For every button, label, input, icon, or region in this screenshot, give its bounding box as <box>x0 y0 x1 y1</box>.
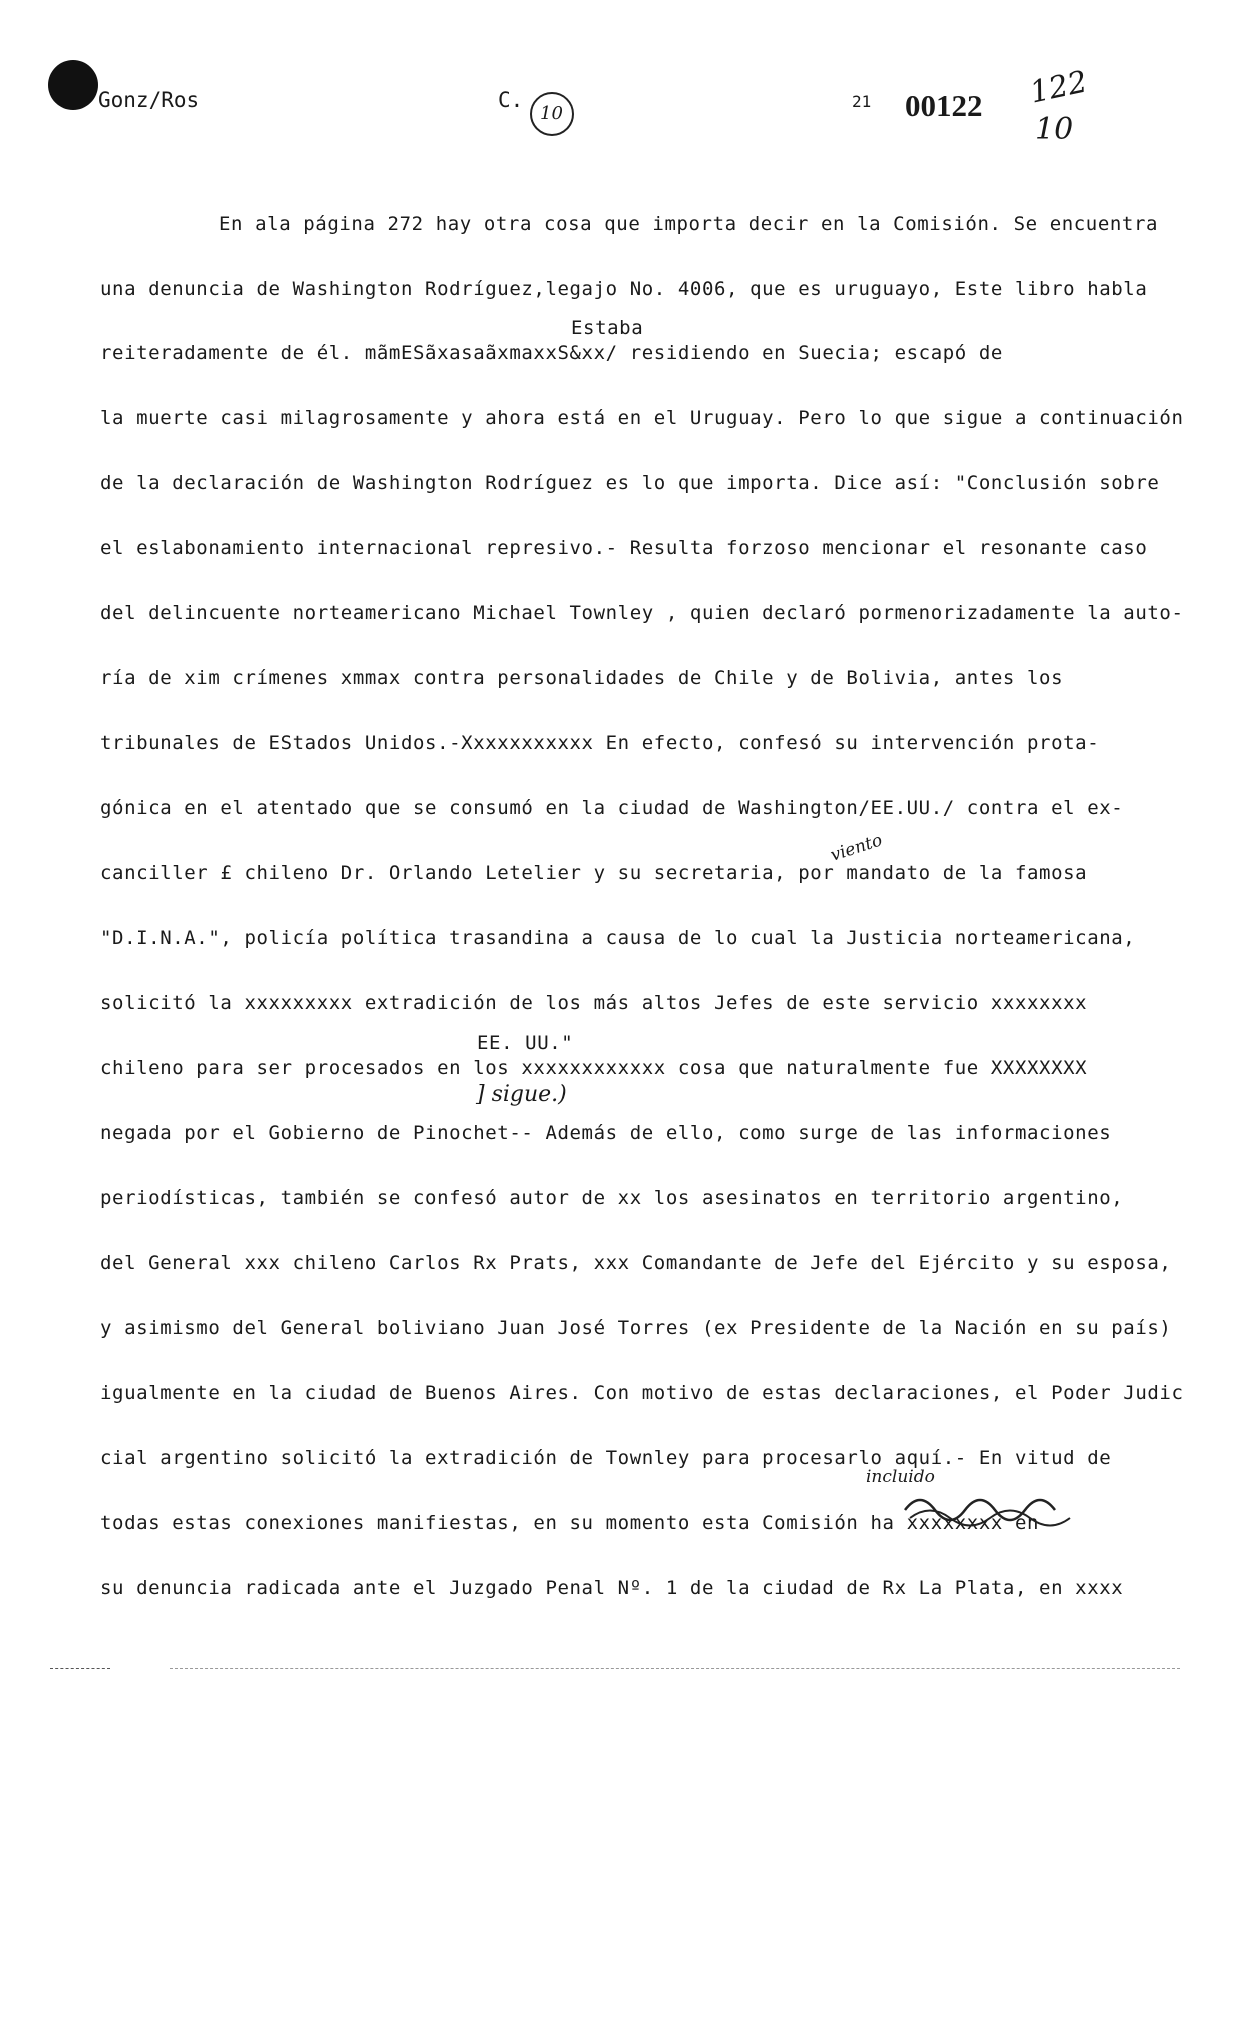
handwritten-folio-2: 10 <box>1035 112 1074 147</box>
text-line-5: de la declaración de Washington Rodríguez es lo que importa. Dice así: "Conclusión sobre <box>100 472 1160 494</box>
text-line-7: del delincuente norteamericano Michael Townley , quien declaró pormenorizadamente la auto- <box>100 602 1184 624</box>
text-line-16: periodísticas, también se confesó autor de xx los asesinatos en territorio argentino, <box>100 1187 1124 1209</box>
folio-number: 00122 <box>905 88 983 123</box>
text-line-6: el eslabonamiento internacional represivo.- Resulta forzoso mencionar el resonante caso <box>100 537 1148 559</box>
sheet-number: 21 <box>852 92 872 111</box>
text-line-2: una denuncia de Washington Rodríguez,legajo No. 4006, que es uruguayo, Este libro habla <box>100 278 1148 300</box>
text-line-15: negada por el Gobierno de Pinochet-- Además de ello, como surge de las informaciones <box>100 1122 1112 1144</box>
handwritten-sigue: ] sigue.) <box>476 1082 567 1107</box>
text-line-17: del General xxx chileno Carlos Rx Prats, xxx Comandante de Jefe del Ejército y su esposa, <box>100 1252 1172 1274</box>
interlinear-eeuu: EE. UU." <box>477 1032 574 1054</box>
header-file-code: C. <box>498 88 524 112</box>
handwritten-scribble <box>900 1480 1080 1530</box>
text-line-3: reiteradamente de él. mãmESãxasaãxmaxxS&xx/ residiendo en Suecia; escapó de <box>100 342 1003 364</box>
text-line-18: y asimismo del General boliviano Juan José Torres (ex Presidente de la Nación en su país) <box>100 1317 1172 1339</box>
stamp-number: 10 <box>540 103 563 124</box>
footer-divider <box>170 1668 1180 1669</box>
text-line-13: solicitó la xxxxxxxxx extradición de los más altos Jefes de este servicio xxxxxxxx <box>100 992 1088 1014</box>
footer-divider-left <box>50 1668 110 1669</box>
text-line-21: todas estas conexiones manifiestas, en su momento esta Comisión ha xxxxxxxx en <box>100 1512 1040 1534</box>
header-initials: Gonz/Ros <box>98 88 200 112</box>
text-line-14: chileno para ser procesados en los xxxxxxxxxxxx cosa que naturalmente fue XXXXXXXX <box>100 1057 1088 1079</box>
handwritten-folio: 122 <box>1026 64 1091 111</box>
circled-stamp <box>530 92 574 136</box>
interlinear-estaba: Estaba <box>571 317 644 339</box>
text-line-8: ría de xim crímenes xmmax contra personalidades de Chile y de Bolivia, antes los <box>100 667 1064 689</box>
text-line-19: igualmente en la ciudad de Buenos Aires. Con motivo de estas declaraciones, el Poder Judic <box>100 1382 1184 1404</box>
text-line-11: canciller £ chileno Dr. Orlando Letelier y su secretaria, por mandato de la famosa <box>100 862 1088 884</box>
text-line-20: cial argentino solicitó la extradición de Townley para procesarlo aquí.- En vitud de <box>100 1447 1112 1469</box>
text-line-1: En ala página 272 hay otra cosa que importa decir en la Comisión. Se encuentra <box>219 213 1159 235</box>
text-line-12: "D.I.N.A.", policía política trasandina a causa de lo cual la Justicia norteamericana, <box>100 927 1136 949</box>
handwritten-incluido: incluido <box>866 1467 935 1487</box>
text-line-4: la muerte casi milagrosamente y ahora está en el Uruguay. Pero lo que sigue a continuación <box>100 407 1184 429</box>
text-line-10: gónica en el atentado que se consumó en la ciudad de Washington/EE.UU./ contra el ex- <box>100 797 1124 819</box>
handwritten-viento: viento <box>828 830 885 866</box>
text-line-9: tribunales de EStados Unidos.-Xxxxxxxxxxx En efecto, confesó su intervención prota- <box>100 732 1100 754</box>
text-line-22: su denuncia radicada ante el Juzgado Penal Nº. 1 de la ciudad de Rx La Plata, en xxxx <box>100 1577 1124 1599</box>
ink-blot <box>48 60 98 110</box>
